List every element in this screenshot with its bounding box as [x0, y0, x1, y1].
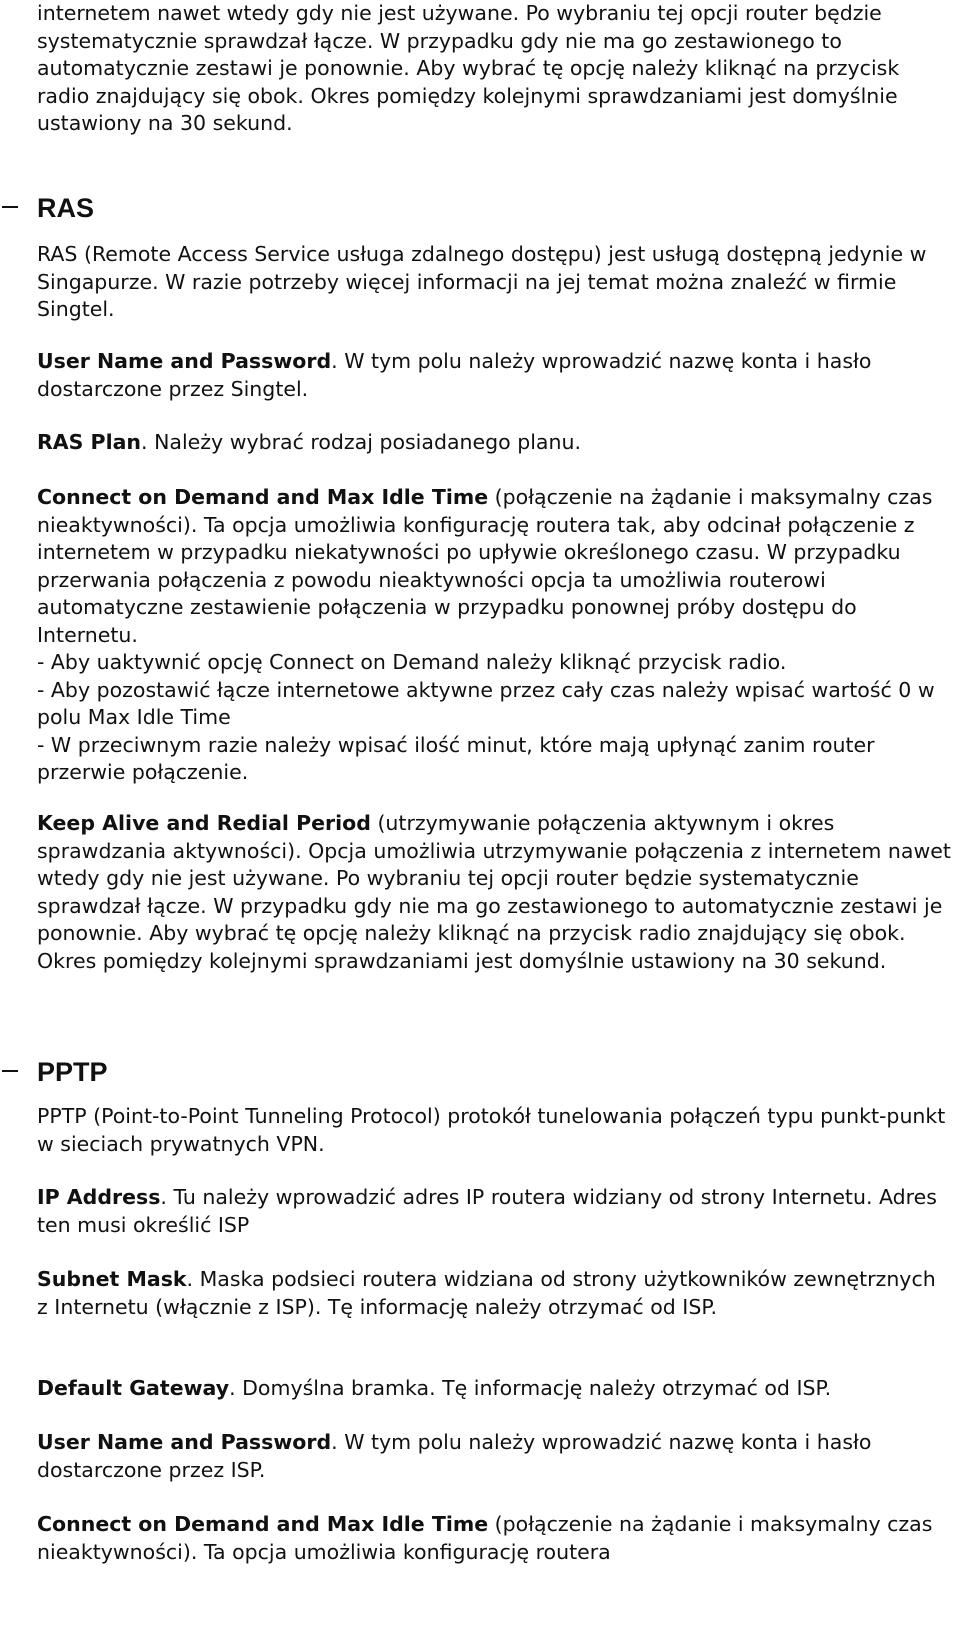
ras-plan-term: RAS Plan [37, 430, 142, 454]
pptp-connect-text: (połączenie na żądanie i maksymalny czas nieaktywności). Ta opcja umożliwia konfigurację routera [37, 1512, 933, 1564]
ras-connect-text: (połączenie na żądanie i maksymalny czas nieaktywności). Ta opcja umożliwia konfigurację routera tak, aby odcinał połączenie z internetem w przypadku niekatywności po upływie określonego czasu. W przypadku przerwania połączenia z powodu nieaktywności opcja ta umożliwia routerowi automatyczne zestawienie połączenia w przypadku ponownej próby dostępu do Internetu. [37, 485, 933, 647]
pptp-description [37, 1103, 952, 1158]
ras-connect-bullet-2: - Aby pozostawić łącze internetowe aktywne przez cały czas należy wpisać wartość 0 w polu Max Idle Time [37, 677, 935, 729]
pptp-gateway-term: Default Gateway [37, 1376, 230, 1400]
ras-keepalive-term: Keep Alive and Redial Period [37, 811, 371, 835]
ras-connect-bullet-1: - Aby uaktywnić opcję Connect on Demand należy kliknąć przycisk radio. [37, 650, 787, 674]
pptp-user-term: User Name and Password [37, 1430, 332, 1454]
pptp-subnet-term: Subnet Mask [37, 1267, 187, 1291]
ras-user-term: User Name and Password [37, 349, 332, 373]
pptp-heading-dash [2, 1070, 18, 1072]
ras-heading [0, 192, 960, 228]
pptp-ip-term: IP Address [37, 1185, 161, 1209]
pptp-gateway-text: . Domyślna bramka. Tę informację należy otrzymać od ISP. [229, 1376, 832, 1400]
ras-description-text: RAS (Remote Access Service usługa zdalnego dostępu) jest usługą dostępną jedynie w Singapurze. W razie potrzeby więcej informacji na jej temat można znaleźć w firmie Singtel. [37, 242, 927, 321]
ras-connect-paragraph [37, 484, 952, 787]
pptp-subnet-paragraph [37, 1266, 952, 1321]
intro-paragraph [37, 0, 952, 138]
pptp-heading-title: PPTP [37, 1057, 108, 1087]
pptp-connect-term: Connect on Demand and Max Idle Time [37, 1512, 489, 1536]
pptp-gateway-paragraph [37, 1375, 952, 1403]
ras-heading-title: RAS [37, 193, 95, 223]
pptp-subnet-text: . Maska podsieci routera widziana od strony użytkowników zewnętrznych z Internetu (włącznie z ISP). Tę informację należy otrzymać od ISP. [37, 1267, 936, 1319]
ras-heading-dash [2, 206, 18, 208]
pptp-ip-text: . Tu należy wprowadzić adres IP routera widziany od strony Internetu. Adres ten musi określić ISP [37, 1185, 937, 1237]
pptp-description-text: PPTP (Point-to-Point Tunneling Protocol) protokół tunelowania połączeń typu punkt-punkt w sieciach prywatnych VPN. [37, 1104, 946, 1156]
ras-keepalive-paragraph [37, 810, 952, 975]
pptp-connect-paragraph [37, 1511, 952, 1566]
pptp-ip-paragraph [37, 1184, 952, 1239]
ras-user-text: . W tym polu należy wprowadzić nazwę konta i hasło dostarczone przez Singtel. [37, 349, 872, 401]
ras-plan-paragraph [37, 429, 952, 457]
ras-keepalive-text: (utrzymywanie połączenia aktywnym i okres sprawdzania aktywności). Opcja umożliwia utrzymywanie połączenia z internetem nawet wtedy gdy nie jest używane. Po wybraniu tej opcji router będzie systematycznie sprawdzał łącze. W przypadku gdy nie ma go zestawionego to automatycznie zestawi je ponownie. Aby wybrać tę opcję należy kliknąć na przycisk radio znajdujący się obok. Okres pomiędzy kolejnymi sprawdzaniami jest domyślnie ustawiony na 30 sekund. [37, 811, 951, 973]
ras-user-paragraph [37, 348, 952, 403]
ras-connect-bullet-3: - W przeciwnym razie należy wpisać ilość minut, które mają upłynąć zanim router przerwie połączenie. [37, 732, 875, 784]
pptp-user-text: . W tym polu należy wprowadzić nazwę konta i hasło dostarczone przez ISP. [37, 1430, 872, 1482]
ras-connect-term: Connect on Demand and Max Idle Time [37, 485, 489, 509]
ras-plan-text: . Należy wybrać rodzaj posiadanego planu. [141, 430, 581, 454]
pptp-user-paragraph [37, 1429, 952, 1484]
intro-text: internetem nawet wtedy gdy nie jest używane. Po wybraniu tej opcji router będzie systematycznie sprawdzał łącze. W przypadku gdy nie ma go zestawionego to automatycznie zestawi je ponownie. Aby wybrać tę opcję należy kliknąć na przycisk radio znajdujący się obok. Okres pomiędzy kolejnymi sprawdzaniami jest domyślnie ustawiony na 30 sekund. [37, 1, 900, 135]
ras-description [37, 241, 952, 324]
pptp-heading [0, 1056, 960, 1092]
